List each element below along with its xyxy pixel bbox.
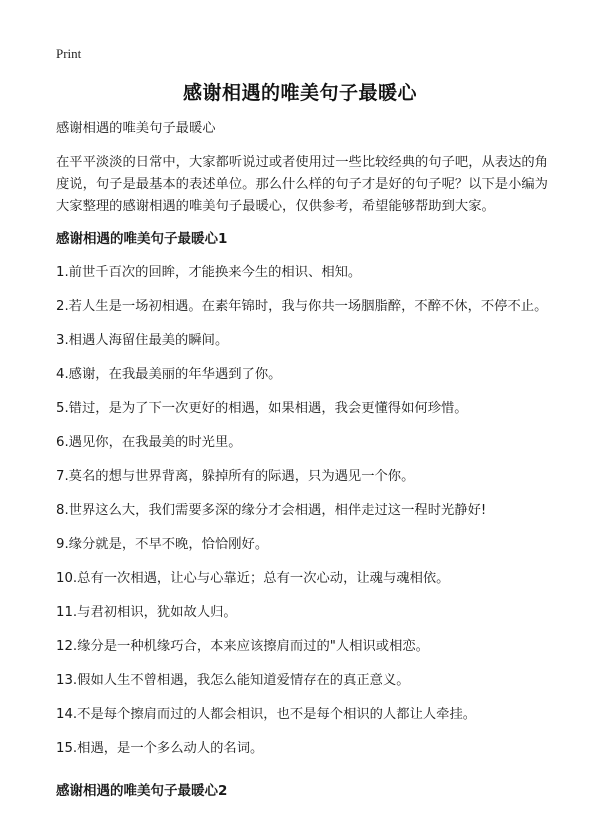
- list-item: 13.假如人生不曾相遇，我怎么能知道爱情存在的真正意义。: [56, 673, 410, 688]
- article-body: [56, 118, 552, 814]
- article-subtitle: 感谢相遇的唯美句子最暖心: [56, 121, 216, 136]
- intro-paragraph: 在平平淡淡的日常中，大家都听说过或者使用过一些比较经典的句子吧，从表达的角度说，句子是最基本的表述单位。那么什么样的句子才是好的句子呢？以下是小编为大家整理的感谢相遇的唯美句子最暖心，仅供参考，希望能够帮助到大家。: [56, 155, 548, 214]
- list-item: 15.相遇，是一个多么动人的名词。: [56, 741, 264, 756]
- print-link[interactable]: Print: [56, 46, 82, 61]
- section-heading-2: 感谢相遇的唯美句子最暖心2: [56, 783, 228, 799]
- list-item: 8.世界这么大，我们需要多深的缘分才会相遇，相伴走过这一程时光静好!: [56, 503, 487, 518]
- list-item: 5.错过，是为了下一次更好的相遇，如果相遇，我会更懂得如何珍惜。: [56, 401, 468, 416]
- list-item: 11.与君初相识，犹如故人归。: [56, 605, 237, 620]
- list-item: 10.总有一次相遇，让心与心靠近；总有一次心动，让魂与魂相依。: [56, 571, 450, 586]
- list-item: 12.缘分是一种机缘巧合，本来应该擦肩而过的"人相识或相恋。: [56, 639, 429, 654]
- list-item: 6.遇见你，在我最美的时光里。: [56, 435, 242, 450]
- section-heading-1: 感谢相遇的唯美句子最暖心1: [56, 231, 228, 247]
- list-item: 9.缘分就是，不早不晚，恰恰刚好。: [56, 537, 269, 552]
- list-item: 14.不是每个擦肩而过的人都会相识，也不是每个相识的人都让人牵挂。: [56, 707, 477, 722]
- list-item: 7.莫名的想与世界背离，躲掉所有的际遇，只为遇见一个你。: [56, 469, 415, 484]
- list-item: 1.前世千百次的回眸，才能换来今生的相识、相知。: [56, 265, 362, 280]
- list-item: 2.若人生是一场初相遇。在素年锦时，我与你共一场胭脂醉，不醉不休，不停不止。: [56, 299, 548, 314]
- list-item: 4.感谢，在我最美丽的年华遇到了你。: [56, 367, 282, 382]
- page-title: 感谢相遇的唯美句子最暖心: [182, 82, 417, 104]
- list-item: 3.相遇人海留住最美的瞬间。: [56, 333, 229, 348]
